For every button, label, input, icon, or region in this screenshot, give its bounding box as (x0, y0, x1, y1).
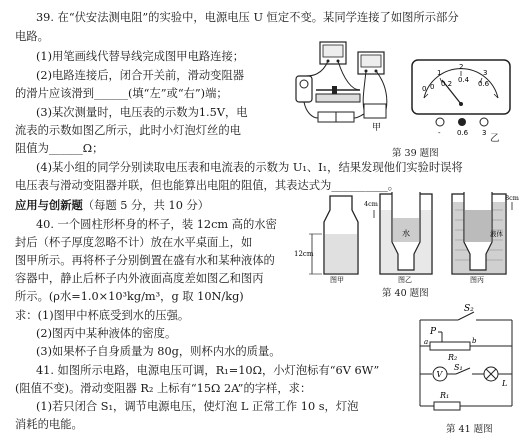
q41-line-1: 41. 如图所示电路，电源电压可调，R₁=10Ω，小灯泡标有“6V 6W” (36, 364, 380, 377)
q39-tick-2: 2 (459, 63, 464, 71)
q39-sub-4b: 电压表与滑动变阻器并联，但也能算出电阻的阻值，其表达式为__________。 (15, 179, 400, 192)
q39-caption: 第 39 题图 (392, 148, 439, 159)
section-title (15, 198, 209, 213)
q39-sub-1: (1)用笔画线代替导线完成图甲电路连接； (36, 50, 245, 63)
q39-small-tick-1: 0.2 (441, 80, 453, 88)
q41-fig-a: a (424, 338, 429, 346)
q39-circuit-figure (292, 40, 402, 133)
q39-tick-1: 1 (437, 69, 442, 77)
q39-terminal-06: 0.6 (457, 129, 469, 137)
q40-fig-yi: 图乙 (398, 276, 412, 284)
q39-sub-3a: (3)某次测量时，电压表的示数为1.5V，电 (36, 106, 248, 119)
q39-terminal-3: 3 (482, 129, 487, 137)
q41-fig-r1: R₁ (440, 391, 450, 400)
q41-line-2: (阻值不变)。滑动变阻器 R₂ 上标有“15Ω 2A”的字样，求： (15, 382, 312, 395)
q40-line-2: 封后（杯子厚度忽略不计）放在水平桌面上，如 (15, 236, 253, 249)
q41-fig-r2: R₂ (448, 353, 458, 362)
q40-fig-bing: 图丙 (470, 276, 484, 284)
q41-caption: 第 41 题图 (446, 424, 493, 435)
section-title-note: （每题 5 分，共 10 分） (82, 199, 210, 212)
q39-small-tick-2: 0.4 (458, 76, 470, 84)
q40-line-3: 图甲所示。再将杯子分别倒置在盛有水和某种液体的 (15, 254, 275, 267)
q39-tick-3: 3 (483, 69, 488, 77)
q39-sub-4a: (4)某小组的同学分别读取电压表和电流表的示数为 U₁、I₁，结果发现他们实验时误将 (36, 161, 463, 174)
q40-cups-figure (294, 190, 519, 284)
q39-sub-2a: (2)电路连接后，闭合开关前，滑动变阻器 (36, 69, 245, 82)
q39-ammeter-figure (410, 58, 514, 118)
q40-req-2: (2)图丙中某种液体的密度。 (36, 327, 177, 340)
q39-line-2: 电路。 (15, 30, 49, 43)
q40-fig-liquid: 液体 (490, 230, 503, 238)
q40-fig-water: 水 (402, 229, 410, 238)
q41-fig-p: P (430, 327, 437, 337)
q40-caption: 第 40 题图 (382, 288, 429, 299)
q40-req-3: (3)如果杯子自身质量为 80g，则杯内水的质量。 (36, 345, 281, 358)
q41-fig-b: b (472, 337, 477, 345)
q40-line-5: 所示。(ρ水=1.0×10³kg/m³，g 取 10N/kg) (15, 290, 244, 303)
section-title-text: 应用与创新题 (15, 198, 83, 212)
q39-line-1: 39. 在“伏安法测电阻”的实验中，电源电压 U 恒定不变。某同学连接了如图所示部分 (36, 11, 459, 24)
q40-fig-12cm: 12cm (294, 250, 314, 258)
q40-fig-8cm: 8cm (505, 194, 519, 202)
q40-line-4: 容器中，静止后杯子内外液面高度差如图乙和图丙 (15, 272, 264, 285)
q39-sub-2b: 的滑片应该滑到______(填“左”或“右”)端； (15, 87, 228, 100)
q39-fig-label-yi: 乙 (490, 133, 500, 144)
q39-tick-0: 0 (422, 85, 427, 93)
q41-line-4: 消耗的电能。 (15, 418, 83, 431)
q41-fig-s1: S₁ (454, 363, 463, 372)
q39-sub-3c: 阻值为______Ω； (15, 142, 104, 155)
q41-fig-v: V (436, 370, 443, 379)
q41-fig-l: L (502, 379, 508, 388)
q39-fig-label-jia: 甲 (372, 123, 382, 133)
q40-fig-jia: 图甲 (330, 276, 344, 284)
q40-line-1: 40. 一个圆柱形杯身的杯子，装 12cm 高的水密 (36, 218, 277, 231)
q39-sub-3b: 流表的示数如图乙所示，此时小灯泡灯丝的电 (15, 124, 241, 137)
q39-ammeter-terminals (432, 116, 492, 138)
q41-line-3: (1)若只闭合 S₁，调节电源电压，使灯泡 L 正常工作 10 s，灯泡 (36, 400, 359, 413)
q40-req-1: 求：(1)图甲中杯底受到水的压强。 (15, 309, 190, 322)
q39-terminal-neg: - (438, 129, 441, 137)
q41-fig-s2: S₂ (464, 304, 474, 314)
q39-small-tick-3: 0.6 (478, 80, 490, 88)
q40-fig-4cm: 4cm (364, 200, 378, 208)
q39-small-tick-0: 0 (430, 83, 435, 91)
q41-circuit-figure (412, 302, 520, 420)
